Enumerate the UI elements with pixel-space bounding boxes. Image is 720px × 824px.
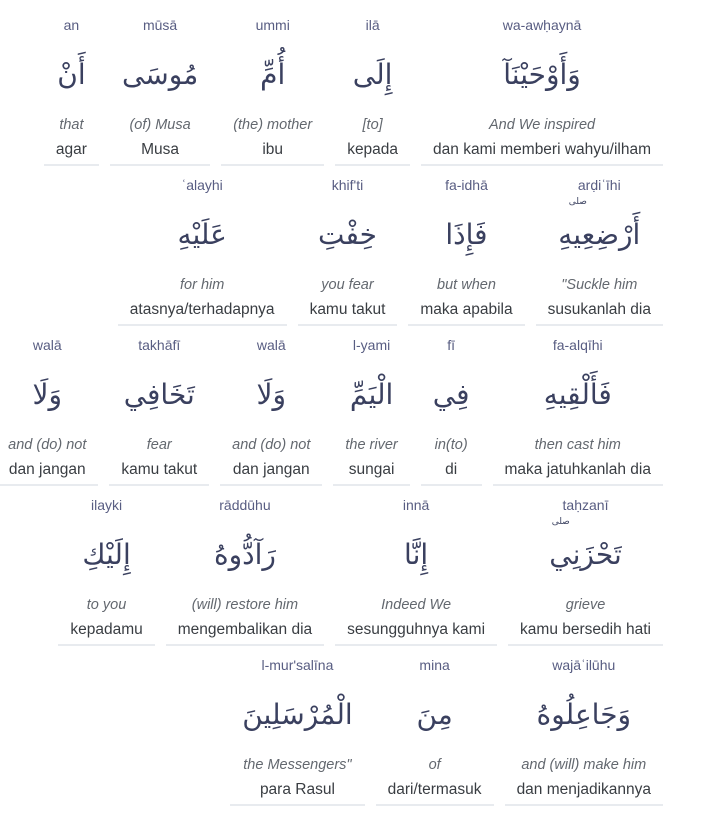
word-card[interactable]: [44, 6, 99, 166]
indonesian-translation: sungai: [348, 461, 395, 478]
word-card[interactable]: [298, 166, 398, 326]
pause-mark-sala-icon: صلى: [568, 197, 587, 207]
arabic-word: وَلَا: [32, 377, 63, 411]
word-card[interactable]: [230, 646, 364, 806]
arabic-zone: [70, 516, 142, 594]
arabic-zone: [505, 356, 652, 434]
transliteration: mūsā: [142, 17, 178, 33]
arabic-zone: [345, 356, 397, 434]
transliteration: wajāʿilūhu: [552, 657, 616, 673]
arabic-word: أُمِّ: [260, 57, 286, 91]
english-translation: you fear: [321, 277, 374, 293]
arabic-word: إِنَّا: [404, 537, 429, 571]
word-card[interactable]: [536, 166, 663, 326]
indonesian-translation: atasnya/terhadapnya: [129, 301, 275, 318]
arabic-word: تَخَافِي: [123, 377, 195, 411]
arabic-zone: [388, 676, 482, 754]
english-translation: the Messengers": [243, 757, 352, 773]
arabic-word: فَإِذَا: [445, 217, 488, 251]
indonesian-translation: maka apabila: [420, 301, 513, 318]
word-card[interactable]: [109, 326, 209, 486]
indonesian-translation: di: [445, 461, 458, 478]
arabic-word: إِلَى: [352, 57, 393, 91]
arabic-zone: [347, 516, 485, 594]
word-card[interactable]: [0, 326, 98, 486]
indonesian-translation: Musa: [141, 141, 180, 158]
arabic-word: الْمُرْسَلِينَ: [242, 697, 353, 731]
arabic-word: عَلَيْهِ: [177, 217, 227, 251]
verse-lines: [0, 6, 720, 806]
indonesian-translation: dan kami memberi wahyu/ilham: [433, 141, 651, 158]
word-card[interactable]: [118, 166, 287, 326]
arabic-word: أَنْ: [57, 57, 86, 91]
english-translation: (of) Musa: [129, 117, 191, 133]
word-card[interactable]: [220, 326, 322, 486]
transliteration: takhāfī: [138, 337, 181, 353]
english-translation: the river: [345, 437, 398, 453]
english-translation: "Suckle him: [561, 277, 638, 293]
indonesian-translation: sesungguhnya kami: [347, 621, 486, 638]
arabic-word: الْيَمِّ: [349, 377, 394, 411]
transliteration: fa-alqīhi: [552, 337, 603, 353]
arabic-word: إِلَيْكِ: [82, 537, 131, 571]
transliteration: taḥzanī: [562, 497, 609, 513]
english-translation: but when: [437, 277, 496, 293]
arabic-zone: [347, 36, 398, 114]
verse-line: [0, 6, 720, 166]
arabic-zone: [56, 36, 87, 114]
transliteration: khif'ti: [331, 177, 364, 193]
indonesian-translation: kepadamu: [70, 621, 143, 638]
word-card[interactable]: [335, 486, 497, 646]
verse-line: [0, 646, 720, 806]
arabic-zone: [517, 676, 651, 754]
transliteration: ʿalayhi: [181, 177, 223, 193]
arabic-zone: [121, 356, 197, 434]
word-card[interactable]: [58, 486, 154, 646]
english-translation: and (do) not: [232, 437, 311, 453]
arabic-zone: [520, 516, 651, 594]
arabic-zone: [8, 356, 86, 434]
transliteration: l-yami: [352, 337, 391, 353]
transliteration: mina: [419, 657, 450, 673]
transliteration: wa-awḥaynā: [502, 17, 582, 33]
word-card[interactable]: [408, 166, 524, 326]
english-translation: and (will) make him: [521, 757, 647, 773]
arabic-word: وَأَوْحَيْنَآ: [503, 57, 581, 91]
transliteration: ummi: [255, 17, 290, 33]
arabic-word: أَرْضِعِيهِ: [558, 217, 641, 251]
arabic-word: وَجَاعِلُوهُ: [536, 697, 632, 731]
arabic-zone: [310, 196, 386, 274]
transliteration: l-mur'salīna: [261, 657, 334, 673]
english-translation: And We inspired: [488, 117, 596, 133]
english-translation: for him: [180, 277, 225, 293]
english-translation: (the) mother: [233, 117, 313, 133]
transliteration: fī: [447, 337, 456, 353]
word-card[interactable]: [505, 646, 663, 806]
arabic-zone: [433, 36, 651, 114]
word-card[interactable]: [110, 6, 210, 166]
arabic-word: رَآدُّوهُ: [213, 537, 276, 571]
indonesian-translation: kamu takut: [309, 301, 386, 318]
arabic-zone: [420, 196, 512, 274]
arabic-zone: [232, 356, 310, 434]
indonesian-translation: dan jangan: [232, 461, 310, 478]
english-translation: to you: [86, 597, 127, 613]
indonesian-translation: dari/termasuk: [387, 781, 482, 798]
arabic-word: خِفْتِ: [317, 217, 377, 251]
transliteration: ilā: [365, 17, 380, 33]
english-translation: Indeed We: [381, 597, 452, 613]
transliteration: rāddūhu: [219, 497, 271, 513]
word-card[interactable]: [508, 486, 663, 646]
arabic-word: فِي: [432, 377, 470, 411]
transliteration: arḍiʿīhi: [577, 177, 621, 193]
transliteration: innā: [402, 497, 430, 513]
arabic-word: مِنَ: [416, 697, 453, 731]
indonesian-translation: kepada: [347, 141, 399, 158]
arabic-zone: [548, 196, 651, 274]
transliteration: fa-idhā: [445, 177, 488, 193]
verse-line: [0, 166, 720, 326]
word-card[interactable]: [376, 646, 494, 806]
english-translation: then cast him: [534, 437, 621, 453]
indonesian-translation: susukanlah dia: [547, 301, 651, 318]
english-translation: and (do) not: [8, 437, 87, 453]
arabic-word: تَحْزَنِي: [549, 537, 622, 571]
indonesian-translation: dan menjadikannya: [516, 781, 651, 798]
word-card[interactable]: [333, 326, 409, 486]
english-translation: that: [59, 117, 84, 133]
arabic-zone: [242, 676, 352, 754]
pause-mark-sala-icon: صلى: [551, 517, 570, 527]
transliteration: walā: [32, 337, 62, 353]
word-card[interactable]: [335, 6, 410, 166]
word-card[interactable]: [166, 486, 324, 646]
indonesian-translation: agar: [55, 141, 87, 158]
indonesian-translation: dan jangan: [8, 461, 86, 478]
english-translation: [to]: [362, 117, 383, 133]
arabic-word: فَأَلْقِيهِ: [543, 377, 612, 411]
word-card[interactable]: [493, 326, 664, 486]
indonesian-translation: mengembalikan dia: [177, 621, 313, 638]
arabic-word: مُوسَى: [121, 57, 199, 91]
arabic-zone: [122, 36, 198, 114]
word-card[interactable]: [421, 6, 663, 166]
arabic-zone: [130, 196, 275, 274]
transliteration: ilayki: [90, 497, 123, 513]
word-card[interactable]: [221, 6, 324, 166]
english-translation: of: [428, 757, 441, 773]
indonesian-translation: para Rasul: [259, 781, 335, 798]
english-translation: (will) restore him: [191, 597, 299, 613]
arabic-zone: [233, 36, 312, 114]
arabic-zone: [178, 516, 312, 594]
indonesian-translation: kamu bersedih hati: [520, 621, 651, 638]
arabic-zone: [433, 356, 470, 434]
indonesian-translation: kamu takut: [121, 461, 198, 478]
english-translation: in(to): [434, 437, 468, 453]
arabic-word: وَلَا: [256, 377, 287, 411]
indonesian-translation: ibu: [262, 141, 284, 158]
transliteration: an: [63, 17, 80, 33]
verse-line: [0, 326, 720, 486]
english-translation: grieve: [565, 597, 606, 613]
word-card[interactable]: [421, 326, 482, 486]
indonesian-translation: maka jatuhkanlah dia: [504, 461, 651, 478]
verse-line: [0, 486, 720, 646]
english-translation: fear: [146, 437, 172, 453]
transliteration: walā: [256, 337, 286, 353]
